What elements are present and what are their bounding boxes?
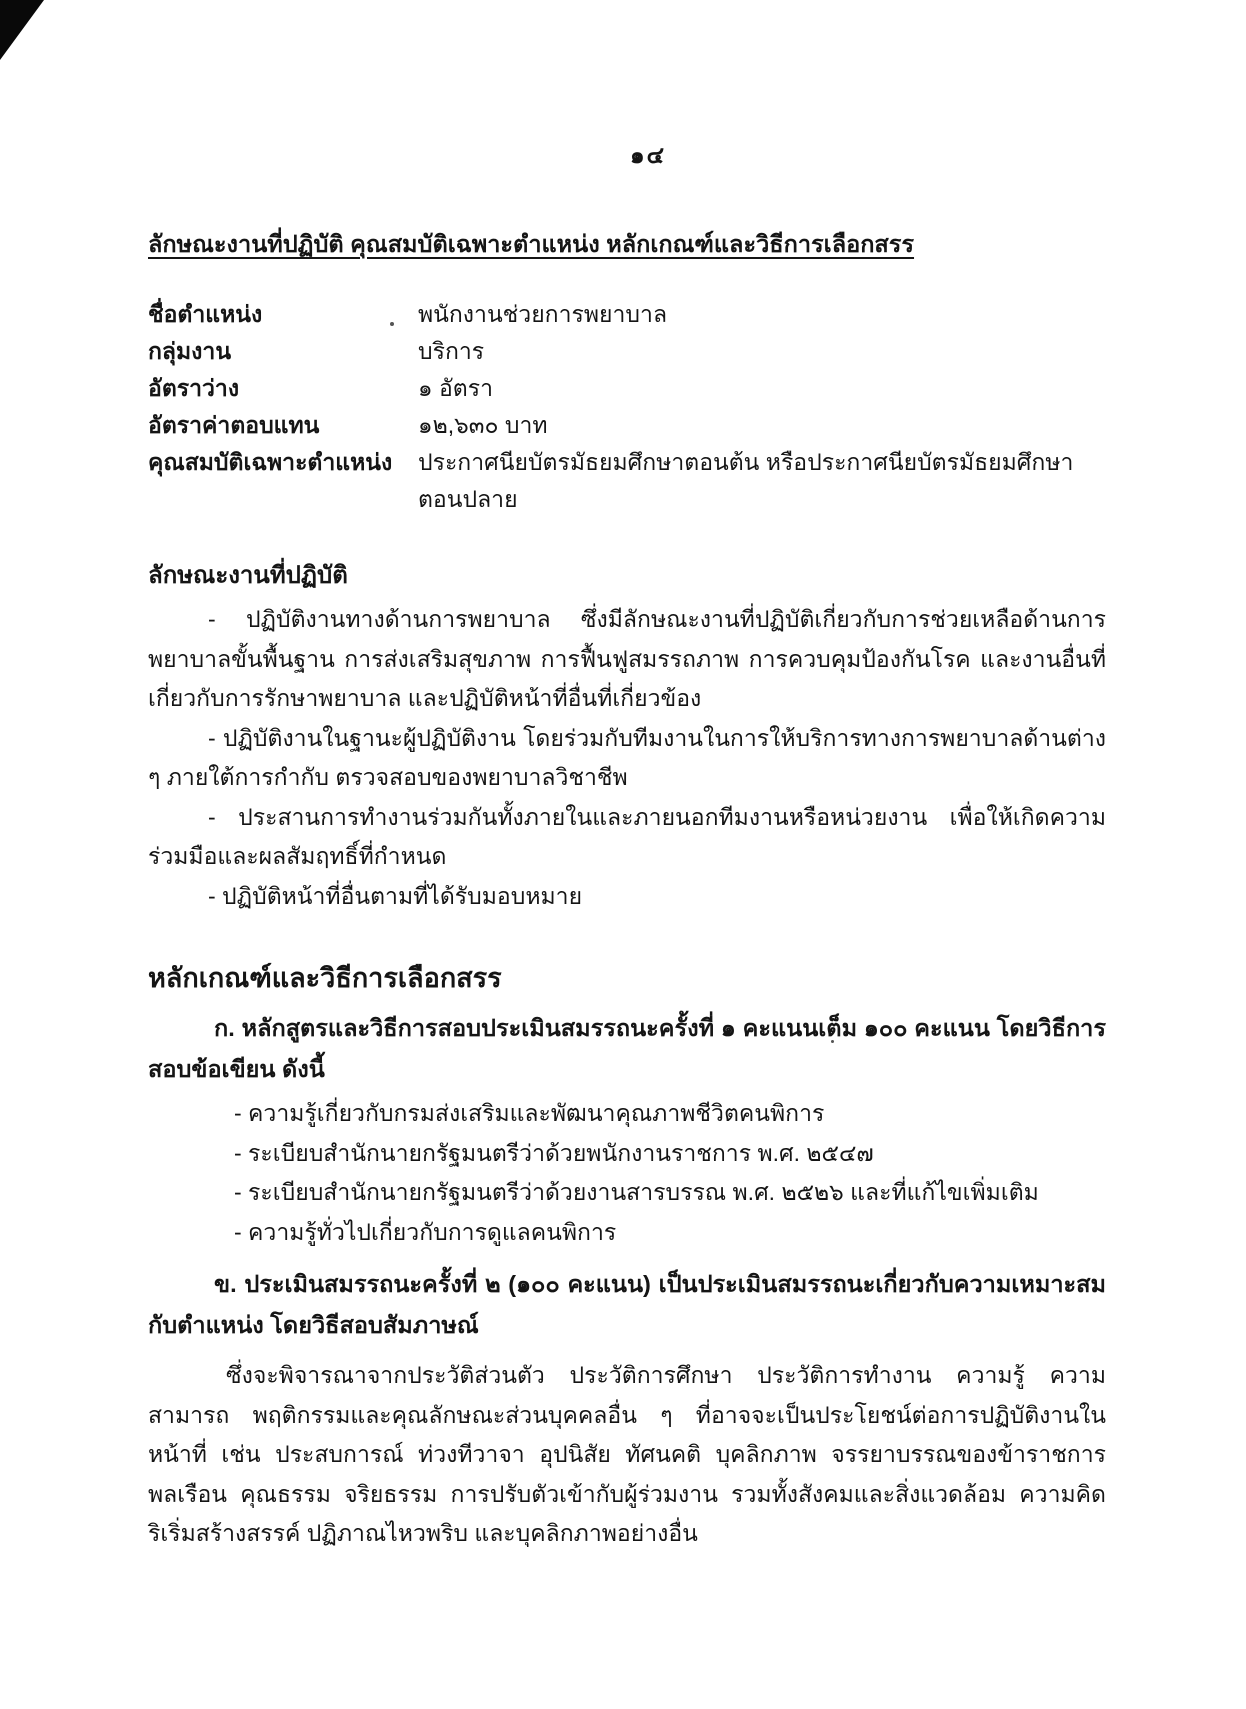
document-title: ลักษณะงานที่ปฏิบัติ คุณสมบัติเฉพาะตำแหน่ง หลักเกณฑ์และวิธีการเลือกสรร (148, 231, 915, 257)
duty-item: - ประสานการทำงานร่วมกันทั้งภายในและภายนอกทีมงานหรือหน่วยงาน เพื่อให้เกิดความร่วมมือและผลสัมฤทธิ์ที่กำหนด (148, 803, 1106, 869)
duties-heading: ลักษณะงานที่ปฏิบัติ (148, 562, 348, 589)
exam-topics-list (234, 1094, 1106, 1252)
position-info-table (148, 296, 1106, 518)
duty-item: - ปฏิบัติงานในฐานะผู้ปฏิบัติงาน โดยร่วมกับทีมงานในการให้บริการทางการพยาบาลด้านต่าง ๆ ภายใต้การกำกับ ตรวจสอบของพยาบาลวิชาชีพ (148, 724, 1106, 790)
page-number: ๑๔ (629, 142, 666, 168)
selection-heading: หลักเกณฑ์และวิธีการเลือกสรร (148, 963, 502, 993)
info-value: บริการ (418, 338, 485, 364)
duty-item: - ปฏิบัติหน้าที่อื่นตามที่ได้รับมอบหมาย (208, 882, 583, 909)
info-value: ประกาศนียบัตรมัธยมศึกษาตอนต้น หรือประกาศนียบัตรมัธยมศึกษาตอนปลาย (418, 449, 1074, 512)
info-row-work-group (148, 333, 1106, 370)
document-content (148, 0, 1106, 1554)
info-value: ๑ อัตรา (418, 375, 494, 401)
selection-part-b: ข. ประเมินสมรรถนะครั้งที่ ๒ (๑๐๐ คะแนน) เป็นประเมินสมรรถนะเกี่ยวกับความเหมาะสมกับตำแหน่ง โดยวิธีสอบสัมภาษณ์ (148, 1271, 1106, 1338)
selection-part-a: ก. หลักสูตรและวิธีการสอบประเมินสมรรถนะครั้งที่ ๑ คะแนนเต็ม ๑๐๐ คะแนน โดยวิธีการสอบข้อเขียน ดังนี้ (148, 1015, 1106, 1082)
info-label: อัตราค่าตอบแทน (148, 412, 320, 438)
info-label: กลุ่มงาน (148, 338, 232, 364)
info-label: อัตราว่าง (148, 375, 240, 401)
selection-part-b-detail: ซึ่งจะพิจารณาจากประวัติส่วนตัว ประวัติการศึกษา ประวัติการทำงาน ความรู้ ความสามารถ พฤติกรรมและคุณลักษณะส่วนบุคคลอื่น ๆ ที่อาจจะเป็นประโยชน์ต่อการปฏิบัติงานในหน้าที่ เช่น ประสบการณ์ ท่วงทีวาจา อุปนิสัย ทัศนคติ บุคลิกภาพ จรรยาบรรณของข้าราชการพลเรือน คุณธรรม จริยธรรม การปรับตัวเข้ากับผู้ร่วมงาน รวมทั้งสังคมและสิ่งแวดล้อม ความคิดริเริ่มสร้างสรรค์ ปฏิภาณไหวพริบ และบุคลิกภาพอย่างอื่น (148, 1362, 1106, 1546)
info-value: พนักงานช่วยการพยาบาล (418, 301, 668, 327)
exam-topic: - ระเบียบสำนักนายกรัฐมนตรีว่าด้วยพนักงานราชการ พ.ศ. ๒๕๔๗ (234, 1139, 874, 1166)
duty-item: - ปฏิบัติงานทางด้านการพยาบาล ซึ่งมีลักษณะงานที่ปฏิบัติเกี่ยวกับการช่วยเหลือด้านการพยาบาลขั้นพื้นฐาน การส่งเสริมสุขภาพ การฟื้นฟูสมรรถภาพ การควบคุมป้องกันโรค และงานอื่นที่เกี่ยวกับการรักษาพยาบาล และปฏิบัติหน้าที่อื่นที่เกี่ยวข้อง (148, 606, 1106, 711)
info-row-vacancy (148, 370, 1106, 407)
info-row-qualifications (148, 444, 1106, 518)
info-row-position-name (148, 296, 1106, 333)
info-label: ชื่อตำแหน่ง (148, 301, 263, 327)
info-label: คุณสมบัติเฉพาะตำแหน่ง (148, 449, 393, 475)
exam-topic: - ระเบียบสำนักนายกรัฐมนตรีว่าด้วยงานสารบรรณ พ.ศ. ๒๕๒๖ และที่แก้ไขเพิ่มเติม (234, 1179, 1039, 1205)
exam-topic: - ความรู้ทั่วไปเกี่ยวกับการดูแลคนพิการ (234, 1218, 617, 1245)
duties-list (148, 600, 1106, 916)
info-value: ๑๒,๖๓๐ บาท (418, 412, 548, 438)
info-row-salary (148, 407, 1106, 444)
scan-corner-artifact (0, 0, 44, 60)
exam-topic: - ความรู้เกี่ยวกับกรมส่งเสริมและพัฒนาคุณภาพชีวิตคนพิการ (234, 1100, 825, 1126)
